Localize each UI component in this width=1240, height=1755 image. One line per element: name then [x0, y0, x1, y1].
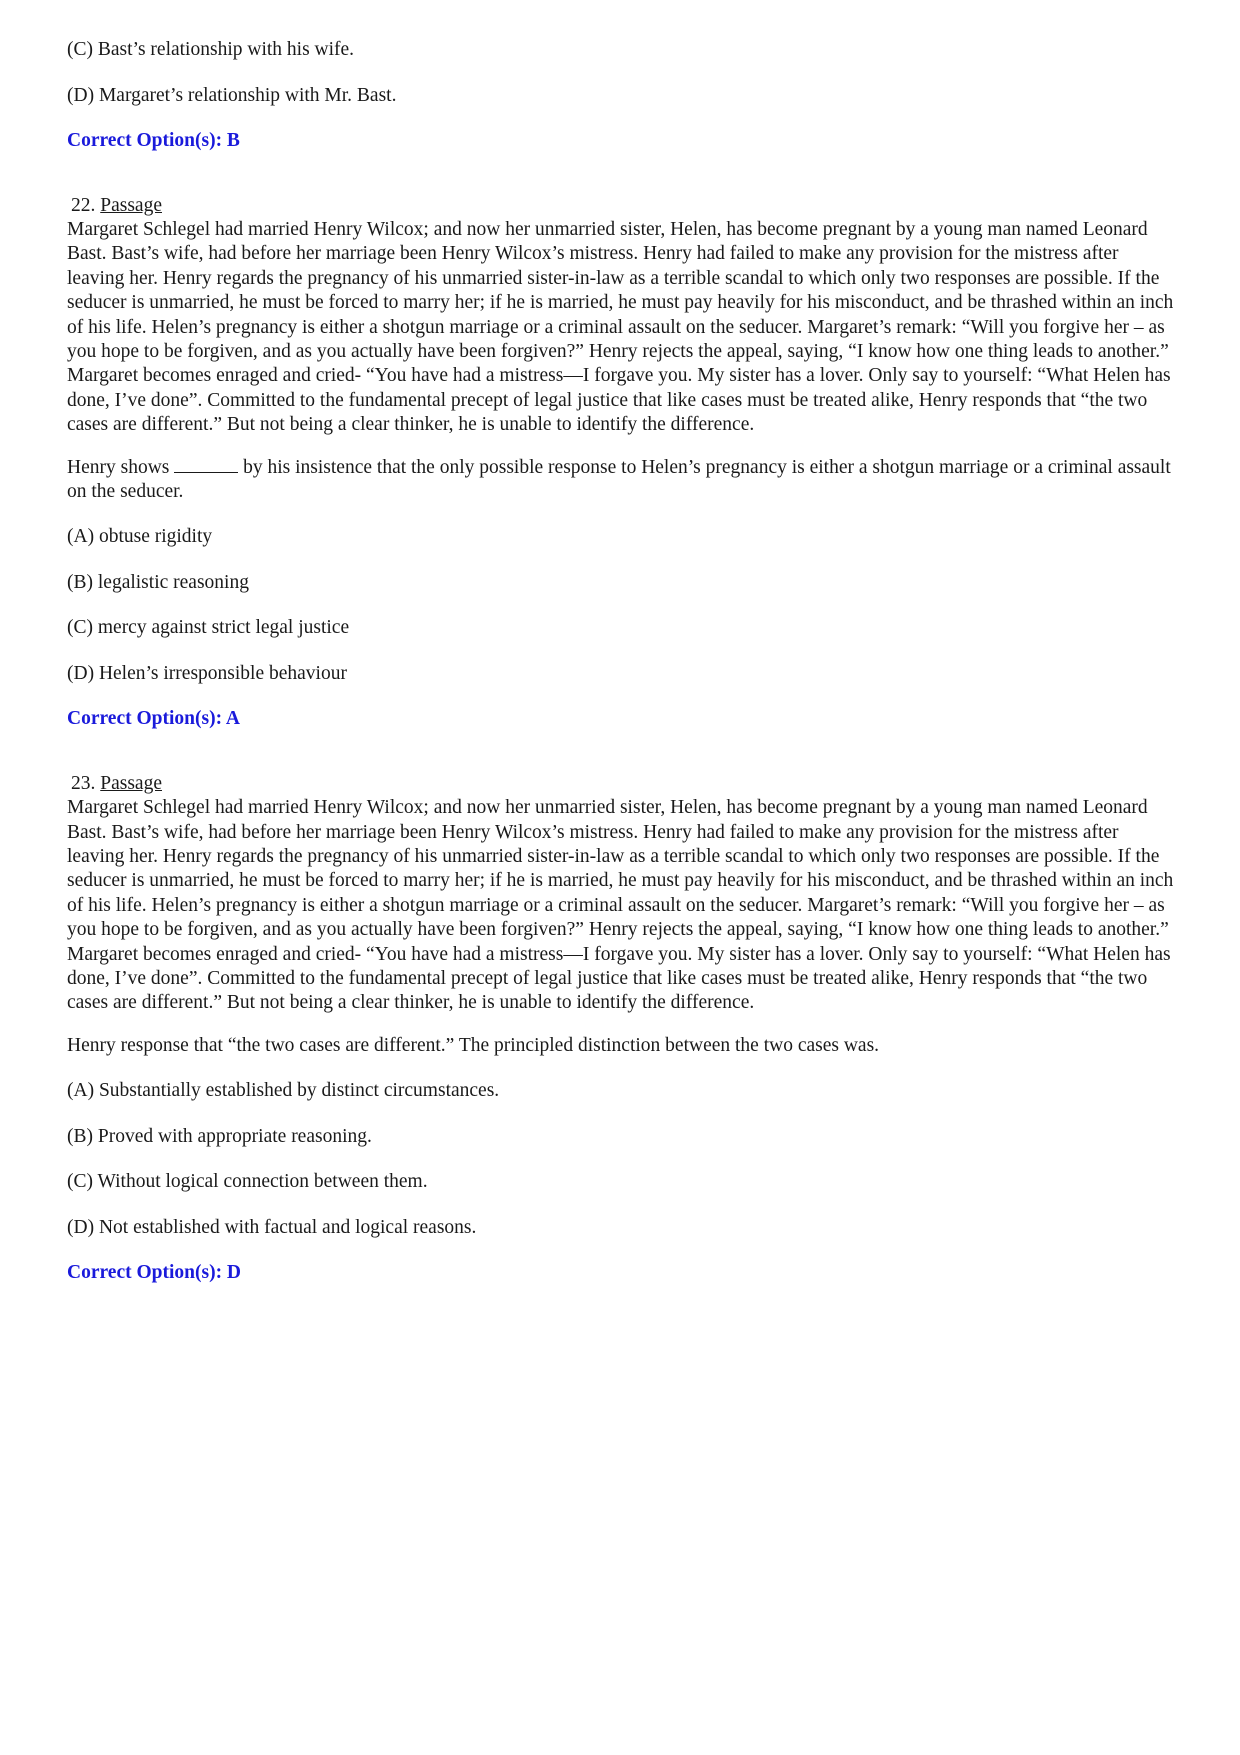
question-23 — [67, 772, 1177, 1285]
question-stem: Henry response that “the two cases are different.” The principled distinction between the two cases was. — [67, 1034, 880, 1056]
passage-label: Passage — [100, 195, 162, 216]
option-d: (D) Not established with factual and logical reasons. — [67, 1216, 477, 1238]
option-a: (A) Substantially established by distinct circumstances. — [67, 1080, 500, 1102]
correct-option: Correct Option(s): D — [67, 1262, 242, 1284]
option-c: (C) Bast’s relationship with his wife. — [67, 39, 355, 60]
question-header — [67, 772, 1177, 796]
question-22 — [67, 194, 1177, 731]
option-b: (B) Proved with appropriate reasoning. — [67, 1125, 372, 1147]
passage-text: Margaret Schlegel had married Henry Wilcox; and now her unmarried sister, Helen, has become pregnant by a young man named Leonard Bast. Bast’s wife, had before her marriage been Henry Wilcox’s mistress. Henry had failed to make any provision for the mistress after leaving her. Henry regards the pregnancy of his unmarried sister-in-law as a terrible scandal to which only two responses are possible. If the seducer is unmarried, he must be forced to marry her; if he is married, he must pay heavily for his misconduct, and be thrashed within an inch of his life. Helen’s pregnancy is either a shotgun marriage or a criminal assault on the seducer. Margaret’s remark: “Will you forgive her – as you hope to be forgiven, and as you actually have been forgiven?” Henry rejects the appeal, saying, “I know how one thing leads to another.” Margaret becomes enraged and cried- “You have had a mistress—I forgave you. My sister has a lover. Only say to yourself: “What Helen has done, I’ve done”. Committed to the fundamental precept of legal justice that like cases must be treated alike, Henry responds that “the two cases are different.” But not being a clear thinker, he is unable to identify the difference. — [67, 219, 1174, 436]
stem-after-blank: by his insistence that the only possible response to Helen’s pregnancy is either a shotgun marriage or a criminal assault on the seducer. — [67, 456, 1171, 502]
stem-before-blank: Henry shows — [67, 456, 170, 478]
option-d: (D) Helen’s irresponsible behaviour — [67, 662, 347, 684]
passage-label: Passage — [100, 773, 162, 795]
option-b: (B) legalistic reasoning — [67, 571, 249, 593]
question-21-tail — [67, 38, 1177, 153]
option-d: (D) Margaret’s relationship with Mr. Bast. — [67, 84, 397, 106]
passage-text: Margaret Schlegel had married Henry Wilcox; and now her unmarried sister, Helen, has become pregnant by a young man named Leonard Bast. Bast’s wife, had before her marriage been Henry Wilcox’s mistress. Henry had failed to make any provision for the mistress after leaving her. Henry regards the pregnancy of his unmarried sister-in-law as a terrible scandal to which only two responses are possible. If the seducer is unmarried, he must be forced to marry her; if he is married, he must pay heavily for his misconduct, and be thrashed within an inch of his life. Helen’s pregnancy is either a shotgun marriage or a criminal assault on the seducer. Margaret’s remark: “Will you forgive her – as you hope to be forgiven, and as you actually have been forgiven?” Henry rejects the appeal, saying, “I know how one thing leads to another.” Margaret becomes enraged and cried- “You have had a mistress—I forgave you. My sister has a lover. Only say to yourself: “What Helen has done, I’ve done”. Committed to the fundamental precept of legal justice that like cases must be treated alike, Henry responds that “the two cases are different.” But not being a clear thinker, he is unable to identify the difference. — [67, 797, 1174, 1014]
document-page — [67, 38, 1177, 1285]
question-stem — [67, 456, 1177, 504]
question-number: 23. — [71, 773, 96, 795]
option-c: (C) mercy against strict legal justice — [67, 617, 350, 639]
option-c: (C) Without logical connection between them. — [67, 1171, 428, 1193]
correct-option: Correct Option(s): B — [67, 130, 240, 151]
answer-blank — [174, 457, 238, 473]
question-number: 22. — [71, 195, 96, 216]
question-header — [67, 194, 1177, 218]
correct-option: Correct Option(s): A — [67, 708, 240, 730]
option-a: (A) obtuse rigidity — [67, 526, 213, 548]
